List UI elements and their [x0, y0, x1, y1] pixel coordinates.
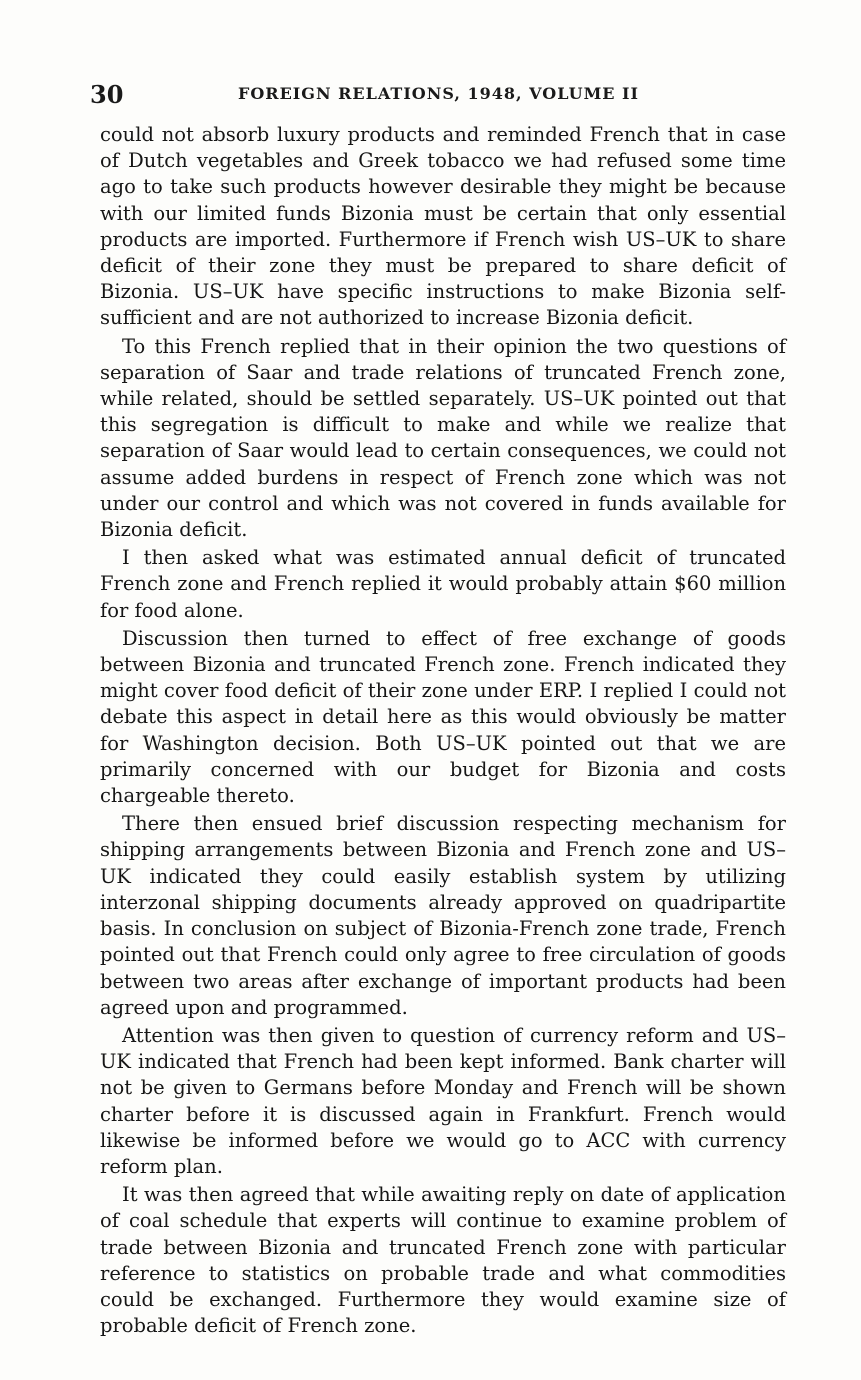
page-number: 30 — [90, 80, 124, 109]
running-head-title: FOREIGN RELATIONS, 1948, VOLUME II — [238, 84, 640, 103]
paragraph-saar-separation: To this French replied that in their opinion the two questions of separation of Saar and trade relations of truncated French zone, while related, should be settled separately. US–UK pointed out that this segregation is difficult to make and while we realize that separation of Saar would lead to certain consequences, we could not assume added burdens in respect of French zone which was not under our control and which was not covered in funds available for Bizonia deficit. — [100, 334, 786, 542]
paragraph-annual-deficit: I then asked what was estimated annual deficit of truncated French zone and French replied it would probably attain $60 million for food alone. — [100, 546, 786, 622]
running-head — [90, 80, 790, 110]
body-text — [100, 122, 786, 1339]
paragraph-free-exchange: Discussion then turned to effect of free exchange of goods between Bizonia and truncated French zone. French indicated they might cover food deficit of their zone under ERP. I replied I could not debate this aspect in detail here as this would obviously be matter for Washington decision. Both US–UK pointed out that we are primarily concerned with our budget for Bizonia and costs chargeable thereto. — [100, 626, 786, 808]
paragraph-currency-reform: Attention was then given to question of currency reform and US–UK indicated that French had been kept informed. Bank charter will not be given to Germans before Monday and French will be shown charter before it is discussed again in Frankfurt. French would likewise be informed before we would go to ACC with currency reform plan. — [100, 1023, 786, 1178]
paragraph-coal-schedule: It was then agreed that while awaiting reply on date of application of coal schedule that experts will continue to examine problem of trade between Bizonia and truncated French zone with particular reference to statistics on probable trade and what commodities could be exchanged. Furthermore they would examine size of probable deficit of French zone. — [100, 1183, 786, 1338]
paragraph-continuation: could not absorb luxury products and reminded French that in case of Dutch vegetables and Greek tobacco we had refused some time ago to take such products however desirable they might be because with our limited funds Bizonia must be certain that only essential products are imported. Furthermore if French wish US–UK to share deficit of their zone they must be prepared to share deficit of Bizonia. US–UK have specific instructions to make Bizonia self-sufficient and are not authorized to increase Bizonia deficit. — [100, 123, 786, 330]
paragraph-shipping-arrangements: There then ensued brief discussion respecting mechanism for shipping arrangements between Bizonia and French zone and US–UK indicated they could easily establish system by utilizing interzonal shipping documents already approved on quadripartite basis. In conclusion on subject of Bizonia-French zone trade, French pointed out that French could only agree to free circulation of goods between two areas after exchange of important products had been agreed upon and programmed. — [100, 812, 786, 1019]
